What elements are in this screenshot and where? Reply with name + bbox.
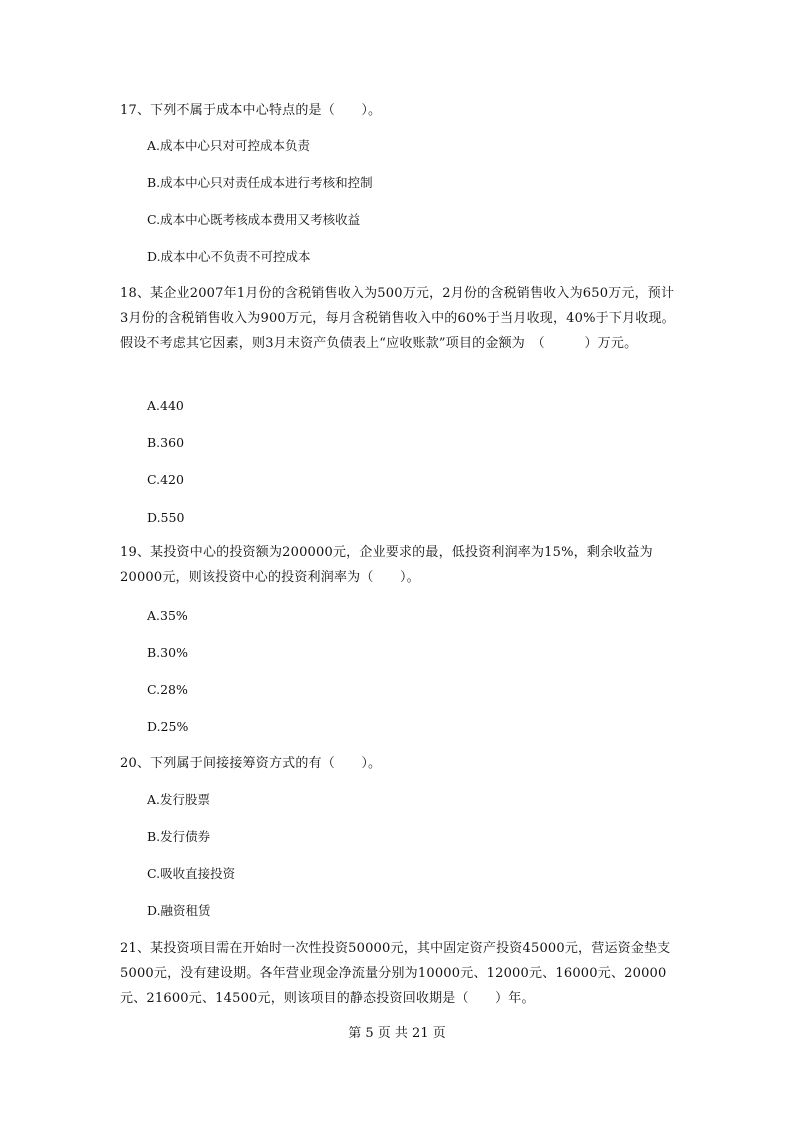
question-20-option-a: A.发行股票	[147, 792, 211, 807]
question-17-option-a: A.成本中心只对可控成本负责	[147, 138, 311, 153]
question-20-option-c: C.吸收直接投资	[147, 866, 236, 881]
question-17-option-c: C.成本中心既考核成本费用又考核收益	[147, 212, 361, 227]
question-19-option-c: C.28%	[147, 682, 188, 697]
question-18-option-d: D.550	[147, 510, 185, 525]
question-17-option-b: B.成本中心只对责任成本进行考核和控制	[147, 175, 373, 190]
question-20-stem: 20、下列属于间接接筹资方式的有（ ）。	[120, 756, 382, 771]
page-footer: 第 5 页 共 21 页	[348, 1026, 446, 1041]
question-18-option-a: A.440	[147, 398, 184, 413]
question-19-option-b: B.30%	[147, 645, 188, 660]
question-20-option-b: B.发行债券	[147, 829, 211, 844]
question-20-option-d: D.融资租赁	[147, 903, 211, 918]
question-19-stem: 19、某投资中心的投资额为200000元，企业要求的最，低投资利润率为15%，剩余收益为20000元，则该投资中心的投资利润率为（ ）。	[120, 545, 653, 585]
question-19-option-d: D.25%	[147, 719, 189, 734]
question-18-option-c: C.420	[147, 472, 184, 487]
question-19-option-a: A.35%	[147, 608, 188, 623]
question-17-stem: 17、下列不属于成本中心特点的是（ ）。	[120, 103, 382, 118]
question-18-option-b: B.360	[147, 435, 185, 450]
question-21-stem: 21、某投资项目需在开始时一次性投资50000元，其中固定资产投资45000元，营运资金垫支5000元，没有建设期。各年营业现金净流量分别为10000元、12000元、16000元、20000元、21600元、14500元，则该项目的静态投资回收期是（ ）年。	[120, 941, 671, 1006]
question-17-option-d: D.成本中心不负责不可控成本	[147, 249, 311, 264]
question-18-stem: 18、某企业2007年1月份的含税销售收入为500万元，2月份的含税销售收入为650万元，预计3月份的含税销售收入为900万元，每月含税销售收入中的60%于当月收现，40%于下月收现。假设不考虑其它因素，则3月末资产负债表上“应收账款”项目的金额为 （ ）万元。	[120, 286, 675, 351]
